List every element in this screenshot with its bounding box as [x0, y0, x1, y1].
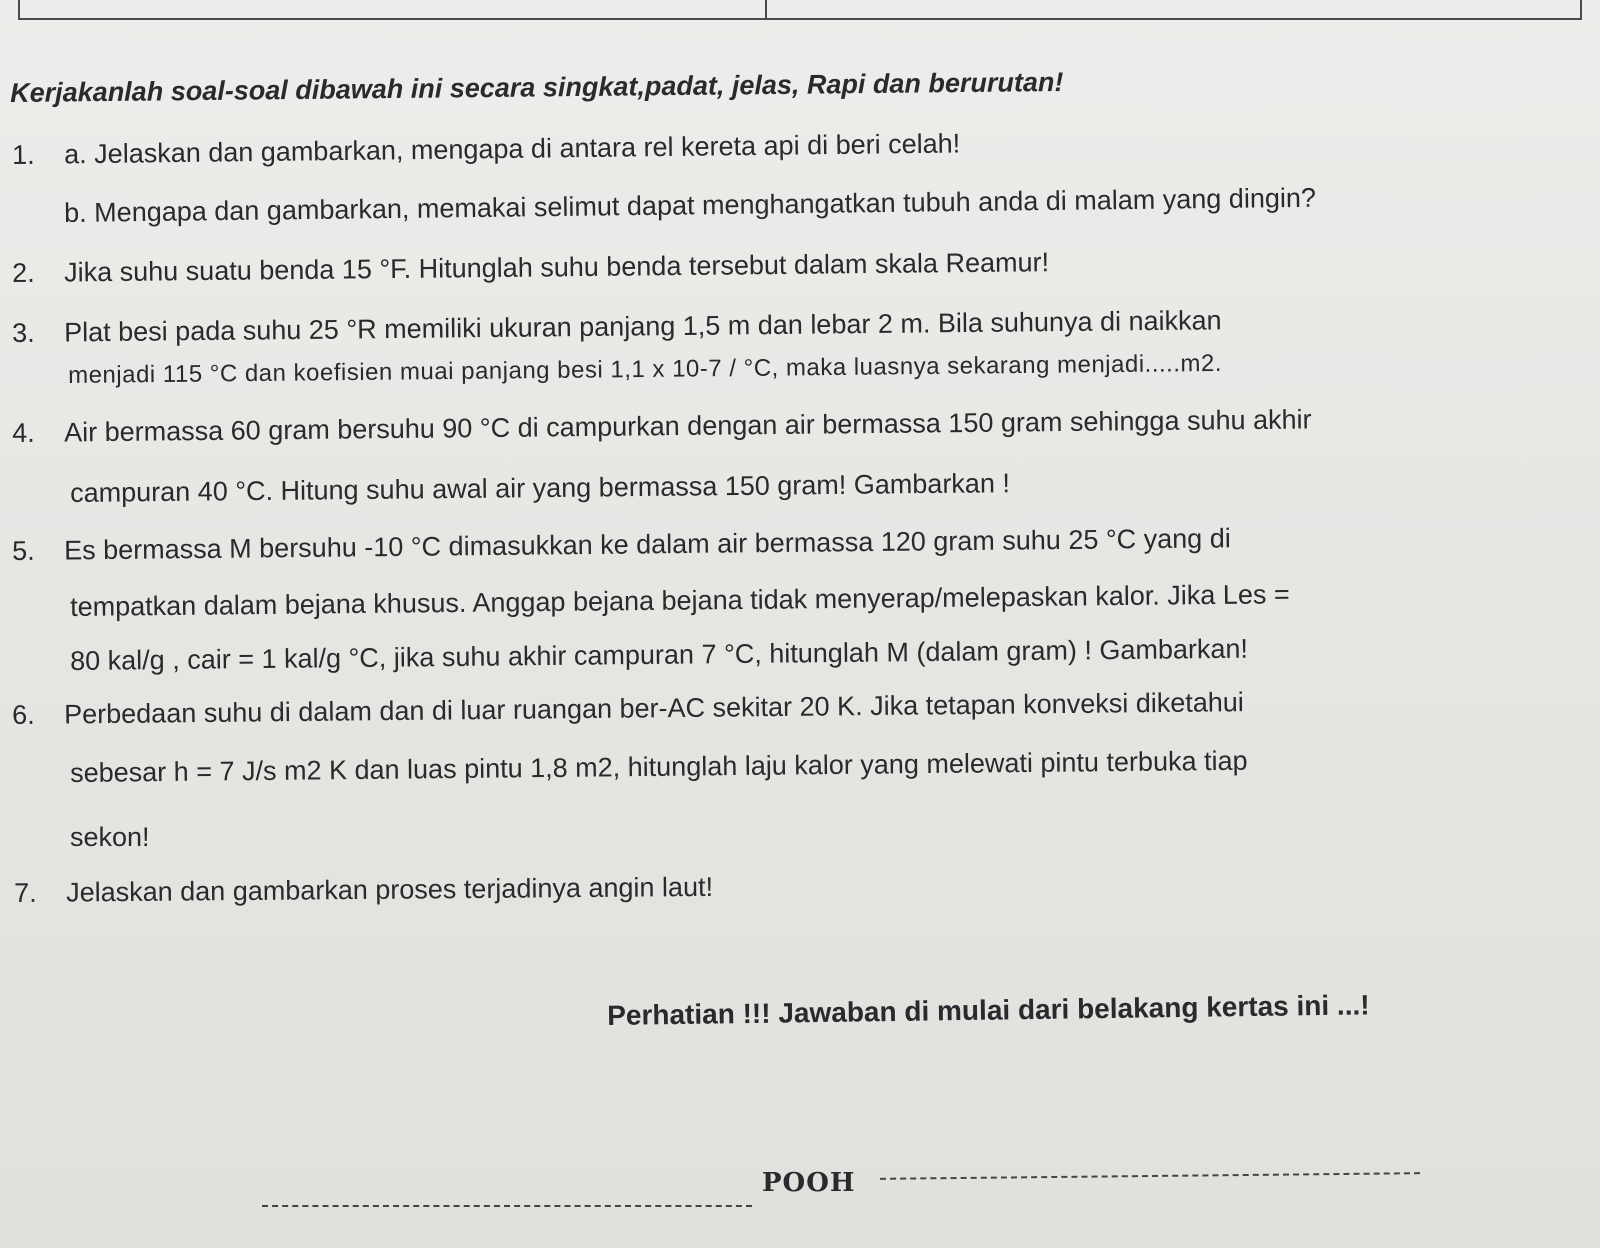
header-box-border [18, 0, 1582, 20]
question-text: Jika suhu suatu benda 15 °F. Hitunglah suhu benda tersebut dalam skala Reamur! [63, 247, 1050, 288]
question-6-line-3: sekon! [70, 822, 150, 852]
question-2 [12, 247, 1049, 289]
question-number: 6. [12, 699, 35, 730]
question-3 [12, 305, 1222, 349]
question-5-line-3: 80 kal/g , cair = 1 kal/g °C, jika suhu akhir campuran 7 °C, hitunglah M (dalam gram) ! Gambarkan! [70, 633, 1249, 676]
question-number: 2. [12, 257, 35, 288]
signature-line-left [262, 1205, 752, 1207]
question-4-line-2: campuran 40 °C. Hitung suhu awal air yang bermassa 150 gram! Gambarkan ! [70, 468, 1011, 508]
question-5-line-2: tempatkan dalam bejana khusus. Anggap bejana bejana tidak menyerap/melepaskan kalor. Jika Les = [70, 579, 1290, 622]
question-number: 5. [12, 535, 35, 566]
question-6-line-2: sebesar h = 7 J/s m2 K dan luas pintu 1,8 m2, hitunglah laju kalor yang melewati pintu terbuka tiap [70, 745, 1248, 788]
question-7 [14, 872, 713, 909]
question-text: Plat besi pada suhu 25 °R memiliki ukuran panjang 1,5 m dan lebar 2 m. Bila suhunya di naikkan [63, 305, 1222, 348]
question-text: a. Jelaskan dan gambarkan, mengapa di antara rel kereta api di beri celah! [63, 128, 961, 170]
instruction-text: Kerjakanlah soal-soal dibawah ini secara singkat,padat, jelas, Rapi dan berurutan! [10, 66, 1064, 108]
question-1 [12, 128, 960, 171]
question-text: Perbedaan suhu di dalam dan di luar ruangan ber-AC sekitar 20 K. Jika tetapan konveksi diketahui [63, 687, 1244, 730]
question-number: 3. [12, 317, 35, 348]
question-4 [12, 404, 1312, 449]
signature-text: POOH [762, 1168, 856, 1198]
signature-line-right [880, 1172, 1420, 1180]
answer-note: Perhatian !!! Jawaban di mulai dari belakang kertas ini ...! [607, 989, 1370, 1031]
question-3-line-2: menjadi 115 °C dan koefisien muai panjang besi 1,1 x 10-7 / °C, maka luasnya sekarang menjadi.....m2. [68, 349, 1223, 389]
header-divider [765, 0, 767, 18]
question-number: 1. [12, 139, 35, 170]
question-1-line-2: b. Mengapa dan gambarkan, memakai selimut dapat menghangatkan tubuh anda di malam yang dingin? [64, 182, 1317, 228]
question-number: 4. [12, 417, 35, 448]
question-text: Air bermassa 60 gram bersuhu 90 °C di campurkan dengan air bermassa 150 gram sehingga suhu akhir [63, 404, 1312, 448]
question-text: Jelaskan dan gambarkan proses terjadinya angin laut! [65, 871, 714, 908]
question-6 [12, 687, 1244, 731]
question-number: 7. [14, 877, 37, 908]
question-5 [12, 523, 1231, 567]
question-text: Es bermassa M bersuhu -10 °C dimasukkan ke dalam air bermassa 120 gram suhu 25 °C yang di [63, 523, 1231, 566]
